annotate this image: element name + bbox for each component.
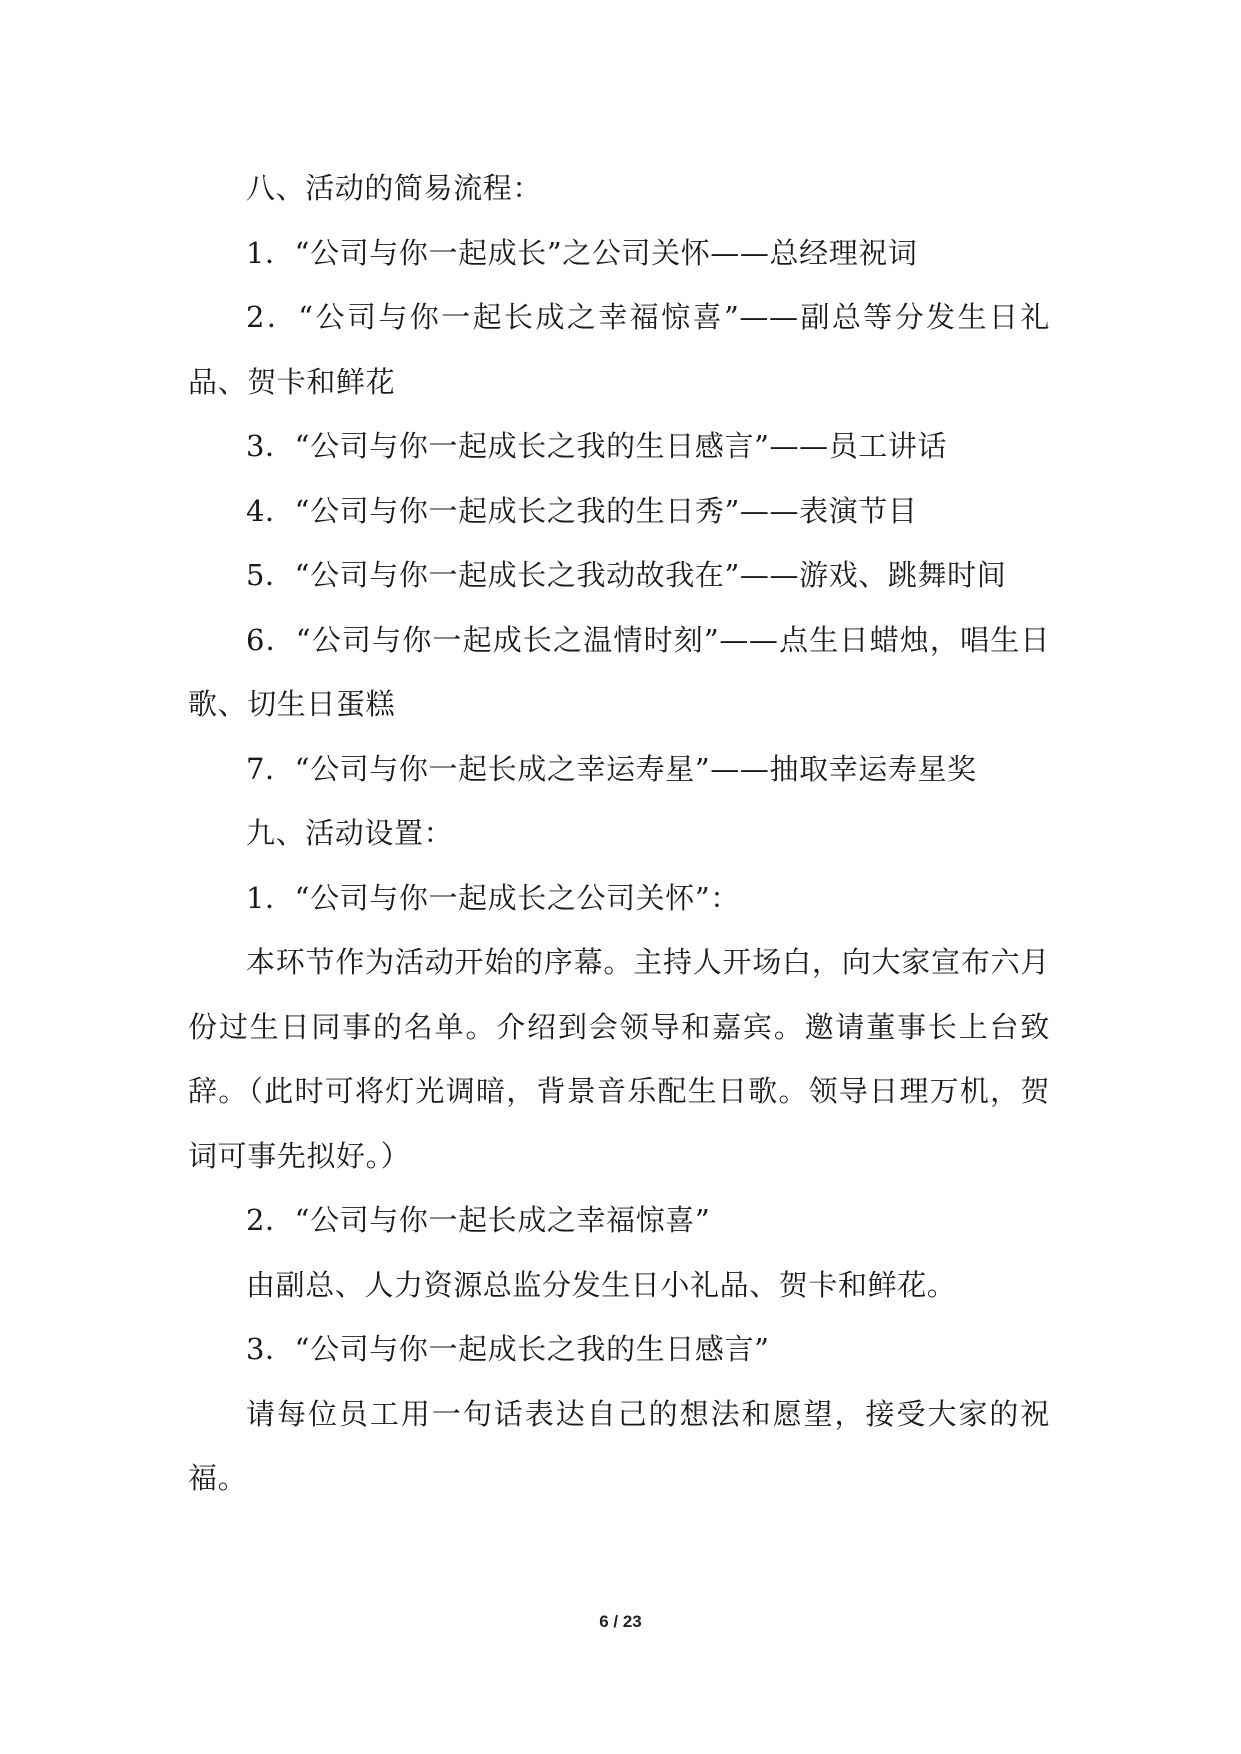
body-paragraph: 由副总、人力资源总监分发生日小礼品、贺卡和鲜花。 bbox=[246, 1267, 957, 1302]
list-item: 6．“公司与你一起成长之温情时刻”——点生日蜡烛，唱生日歌、切生日蛋糕 bbox=[188, 622, 1050, 721]
page-number: 6 / 23 bbox=[599, 1612, 642, 1631]
body-paragraph: 请每位员工用一句话表达自己的想法和愿望，接受大家的祝福。 bbox=[188, 1396, 1050, 1495]
body-paragraph: 本环节作为活动开始的序幕。主持人开场白，向大家宣布六月份过生日同事的名单。介绍到会领导和嘉宾。邀请董事长上台致辞。（此时可将灯光调暗，背景音乐配生日歌。领导日理万机，贺词可事先拟好。） bbox=[188, 945, 1050, 1173]
subsection-heading: 3．“公司与你一起成长之我的生日感言” bbox=[246, 1332, 770, 1366]
list-item: 4．“公司与你一起成长之我的生日秀”——表演节目 bbox=[246, 493, 918, 528]
subsection-heading: 1．“公司与你一起成长之公司关怀”： bbox=[246, 880, 740, 915]
section-heading-9: 九、活动设置： bbox=[246, 816, 454, 850]
section-heading-8: 八、活动的简易流程： bbox=[246, 171, 543, 205]
subsection-heading: 2．“公司与你一起长成之幸福惊喜” bbox=[246, 1203, 711, 1237]
list-item: 3．“公司与你一起成长之我的生日感言”——员工讲话 bbox=[246, 429, 948, 463]
list-item: 7．“公司与你一起长成之幸运寿星”——抽取幸运寿星奖 bbox=[246, 751, 977, 786]
document-body bbox=[188, 156, 1050, 1511]
list-item: 1．“公司与你一起成长”之公司关怀——总经理祝词 bbox=[246, 235, 918, 270]
list-item: 2．“公司与你一起长成之幸福惊喜”——副总等分发生日礼品、贺卡和鲜花 bbox=[188, 300, 1050, 399]
list-item: 5．“公司与你一起成长之我动故我在”——游戏、跳舞时间 bbox=[246, 558, 1007, 592]
